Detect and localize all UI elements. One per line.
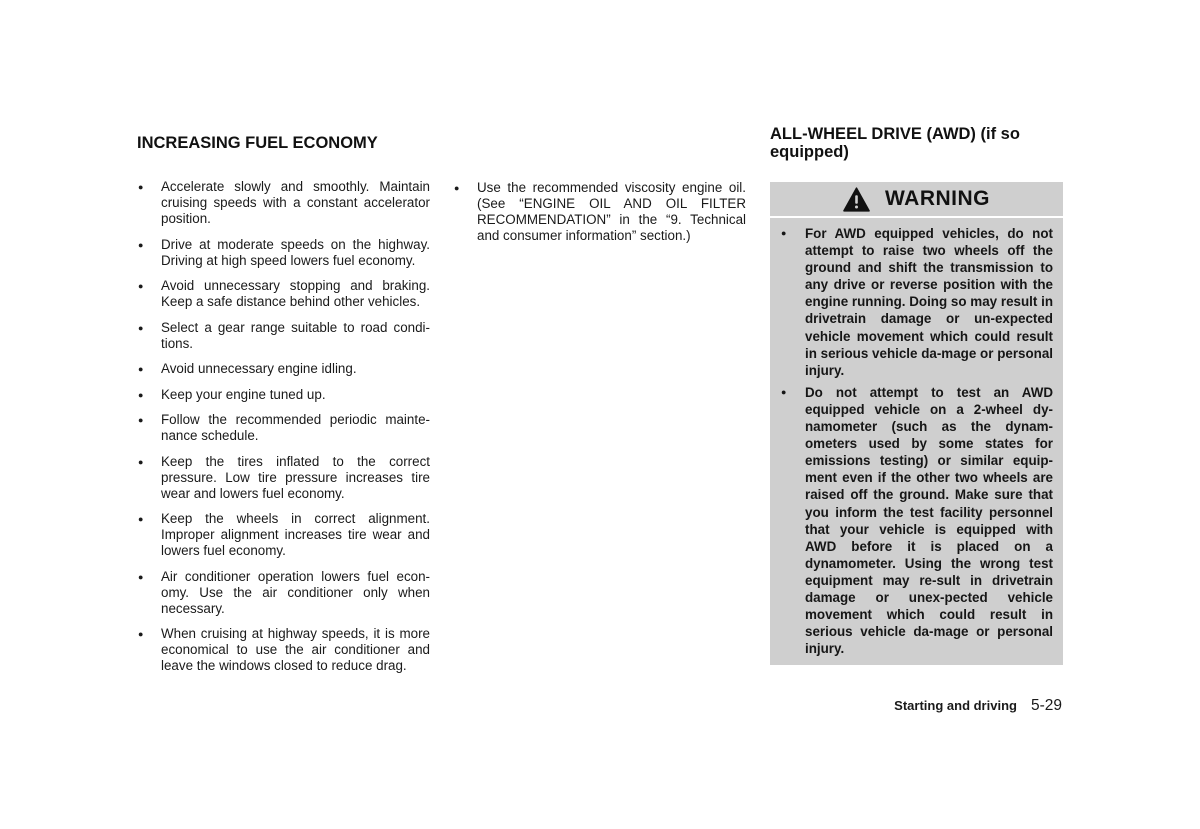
list-item: ● Keep the wheels in correct alignment. Improper alignment increases tire wear and lowers fuel economy. <box>137 511 430 559</box>
warning-item: ● For AWD equipped vehicles, do not attempt to raise two wheels off the ground and shift the transmission to any drive or reverse position with the engine running. Doing so may result in drivetrain damage or un-expected vehicle movement which could result in serious vehicle da-mage or personal injury. <box>780 225 1053 379</box>
warning-box <box>770 182 1063 665</box>
warning-list <box>780 225 1053 662</box>
list-item: ● Accelerate slowly and smoothly. Maintain cruising speeds with a constant accelerator position. <box>137 179 430 227</box>
section-title-awd: ALL-WHEEL DRIVE (AWD) (if so equipped) <box>770 125 1020 161</box>
list-item: ● Use the recommended viscosity engine oil. (See “ENGINE OIL AND OIL FILTER RECOMMENDATION” in the “9. Technical and consumer information” section.) <box>453 180 746 244</box>
list-item: ● Avoid unnecessary engine idling. <box>137 361 430 377</box>
list-item: ● Follow the recommended periodic mainte-nance schedule. <box>137 412 430 444</box>
list-item: ● Avoid unnecessary stopping and braking. Keep a safe distance behind other vehicles. <box>137 278 430 310</box>
list-item: ● Keep the tires inflated to the correct pressure. Low tire pressure increases tire wear and lowers fuel economy. <box>137 454 430 502</box>
list-item: ● Select a gear range suitable to road condi-tions. <box>137 320 430 352</box>
warning-header <box>770 182 1063 218</box>
warning-label: WARNING <box>885 187 990 210</box>
section-title-fuel-economy: INCREASING FUEL ECONOMY <box>137 134 378 152</box>
warning-item: ● Do not attempt to test an AWD equipped vehicle on a 2-wheel dy-namometer (such as the dynam-ometers used by some states for emissions testing) or similar equip-ment even if the other two wheels are raised off the ground. Make sure that you inform the test facility personnel that your vehicle is equipped with AWD before it is placed on a dynamometer. Using the wrong test equipment may re-sult in drivetrain damage or unex-pected vehicle movement which could result in serious vehicle da-mage or personal injury. <box>780 384 1053 658</box>
list-item: ● When cruising at highway speeds, it is more economical to use the air conditioner and leave the windows closed to reduce drag. <box>137 626 430 674</box>
list-item: ● Air conditioner operation lowers fuel econ-omy. Use the air conditioner only when necessary. <box>137 569 430 617</box>
footer-section-name: Starting and driving <box>894 698 1017 713</box>
list-item: ● Keep your engine tuned up. <box>137 387 430 403</box>
page-footer <box>894 697 1062 715</box>
fuel-economy-list <box>137 179 430 684</box>
fuel-economy-list-continued <box>453 180 746 254</box>
page-number: 5-29 <box>1030 697 1062 714</box>
list-item: ● Drive at moderate speeds on the highway. Driving at high speed lowers fuel economy. <box>137 237 430 269</box>
warning-triangle-icon <box>843 187 870 212</box>
